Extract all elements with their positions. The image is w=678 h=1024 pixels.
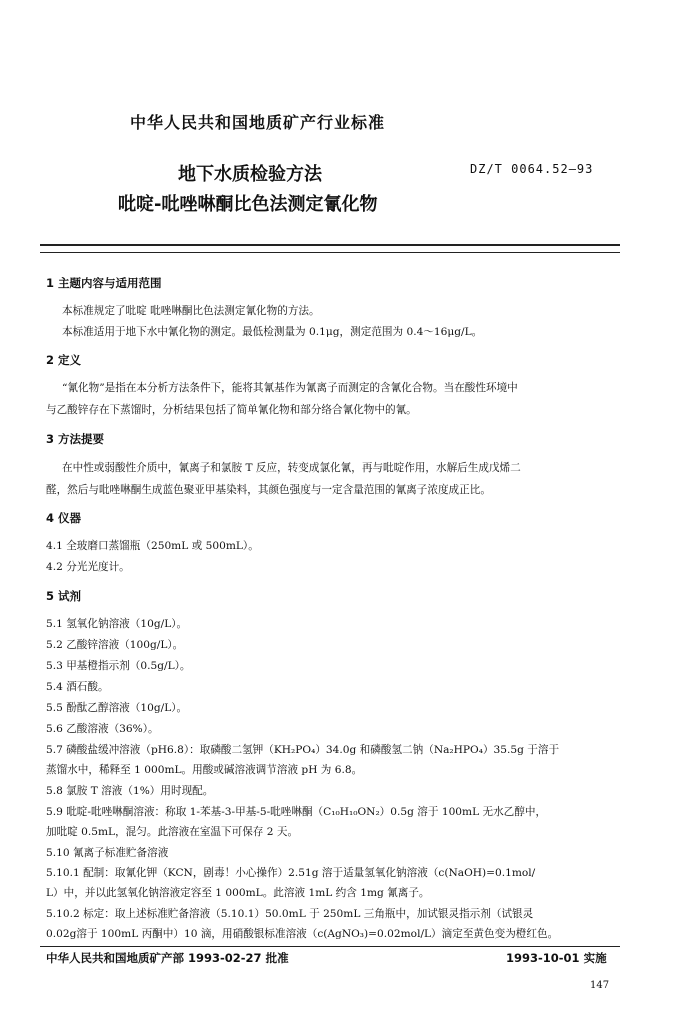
paragraph-line: “氰化物”是指在本分析方法条件下，能将其氰基作为氰离子而测定的含氰化合物。当在酸性环境中 bbox=[62, 382, 518, 394]
list-item: 5.2 乙酸锌溶液（100g/L）。 bbox=[46, 639, 184, 651]
section-heading: 3 方法提要 bbox=[46, 432, 105, 446]
list-item: 5.4 酒石酸。 bbox=[46, 681, 109, 693]
issuing-organization: 中华人民共和国地质矿产行业标准 bbox=[130, 113, 386, 132]
list-item: 5.7 磷酸盐缓冲溶液（pH6.8）：取磷酸二氢钾（KH₂PO₄）34.0g 和磷酸氢二钠（Na₂HPO₄）35.5g 于溶于 bbox=[46, 744, 560, 756]
header-rule-thin bbox=[40, 252, 620, 253]
paragraph-line: 加吡啶 0.5mL，混匀。此溶液在室温下可保存 2 天。 bbox=[46, 826, 299, 838]
paragraph-line: 在中性或弱酸性介质中，氰离子和氯胺 T 反应，转变成氯化氰，再与吡啶作用，水解后生成戊烯二 bbox=[62, 462, 521, 474]
paragraph-line: 0.02g溶于 100mL 丙酮中）10 滴，用硝酸银标准溶液（c(AgNO₃)=0.02mol/L）滴定至黄色变为橙红色。 bbox=[46, 928, 559, 940]
page-number: 147 bbox=[590, 980, 610, 991]
section-heading: 1 主题内容与适用范围 bbox=[46, 276, 162, 290]
paragraph-line: 与乙酸锌存在下蒸馏时，分析结果包括了简单氰化物和部分络合氰化物中的氰。 bbox=[46, 404, 417, 416]
list-item: 4.2 分光光度计。 bbox=[46, 561, 130, 573]
standard-code: DZ/T 0064.52—93 bbox=[470, 162, 594, 176]
paragraph-line: 本标准适用于地下水中氰化物的测定。最低检测量为 0.1μg，测定范围为 0.4～16μg/L。 bbox=[62, 326, 483, 338]
paragraph-line: 醛，然后与吡唑啉酮生成蓝色聚亚甲基染料，其颜色强度与一定含量范围的氰离子浓度成正比。 bbox=[46, 484, 491, 496]
list-item: 4.1 全玻磨口蒸馏瓶（250mL 或 500mL）。 bbox=[46, 540, 259, 552]
implementation-date: 1993-10-01 实施 bbox=[506, 951, 607, 965]
section-heading: 4 仪器 bbox=[46, 511, 82, 525]
list-item: 5.8 氯胺 T 溶液（1%）用时现配。 bbox=[46, 785, 214, 797]
list-item: 5.1 氢氧化钠溶液（10g/L）。 bbox=[46, 618, 188, 630]
list-item: 5.6 乙酸溶液（36%）。 bbox=[46, 723, 159, 735]
footer-rule bbox=[40, 946, 620, 947]
list-item: 5.5 酚酞乙醇溶液（10g/L）。 bbox=[46, 702, 188, 714]
paragraph-line: L）中，并以此氢氧化钠溶液定容至 1 000mL。此溶液 1mL 约含 1mg 氰离子。 bbox=[46, 887, 430, 899]
document-subtitle: 吡啶-吡唑啉酮比色法测定氰化物 bbox=[118, 194, 378, 215]
paragraph-line: 本标准规定了吡啶 吡唑啉酮比色法测定氰化物的方法。 bbox=[62, 305, 320, 317]
section-heading: 5 试剂 bbox=[46, 589, 82, 603]
section-heading: 2 定义 bbox=[46, 353, 82, 367]
list-item: 5.10.1 配制：取氰化钾（KCN，剧毒！小心操作）2.51g 溶于适量氢氧化钠溶液（c(NaOH)=0.1mol/ bbox=[46, 867, 536, 879]
header-rule-thick bbox=[40, 244, 620, 246]
list-item: 5.9 吡啶-吡唑啉酮溶液：称取 1-苯基-3-甲基-5-吡唑啉酮（C₁₀H₁₀ON₂）0.5g 溶于 100mL 无水乙醇中， bbox=[46, 806, 547, 818]
paragraph-line: 蒸馏水中，稀释至 1 000mL。用酸或碱溶液调节溶液 pH 为 6.8。 bbox=[46, 764, 363, 776]
document-title: 地下水质检验方法 bbox=[178, 164, 322, 185]
list-item: 5.10 氰离子标准贮备溶液 bbox=[46, 847, 169, 859]
list-item: 5.3 甲基橙指示剂（0.5g/L）。 bbox=[46, 660, 191, 672]
approval-date: 中华人民共和国地质矿产部 1993-02-27 批准 bbox=[46, 951, 289, 965]
list-item: 5.10.2 标定：取上述标准贮备溶液（5.10.1）50.0mL 于 250mL 三角瓶中，加试银灵指示剂（试银灵 bbox=[46, 908, 534, 920]
